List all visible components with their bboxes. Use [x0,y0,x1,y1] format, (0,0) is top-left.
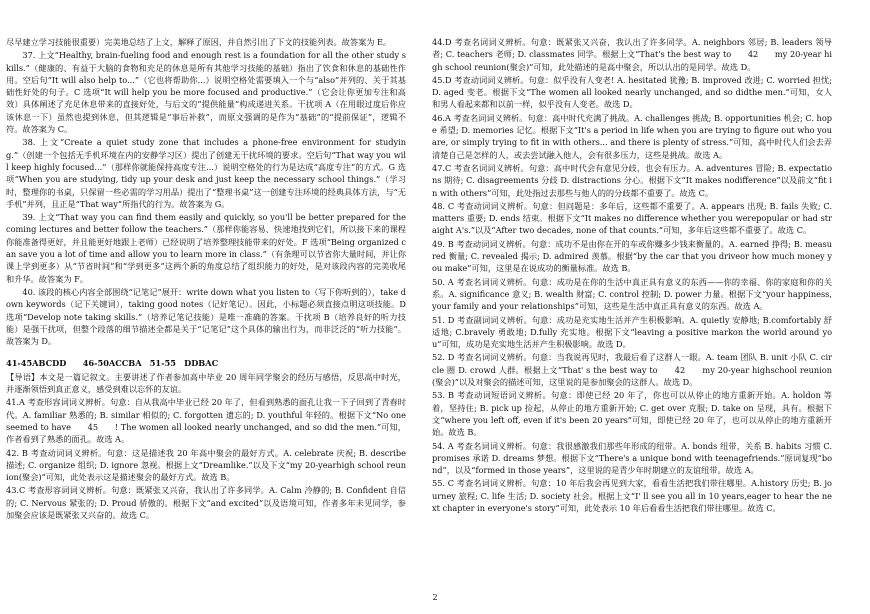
answer-key-line: 41-45ABCDD 46-50ACCBA 51-55 DDBAC [6,358,219,369]
answer-explanation-37: 37. 上文“Healthy, brain-fueling food and enough rest is a foundation for all the other study skills.”（健康的、有益于大脑的食物和充足的休息是所有其他学习技能的基础）指出了饮食和休息的基础性作用。空后句“It will also help to...”（它也将帮助你...）说明空格处需要填入一个与“also”并列的、关于其基础性好处的句子。C 选项“It will help you be more focused and productive.”（它会让你更加专注和高效）具体阐述了充足休息带来的直接好处，与后文的“提供能量”构成递进关系。干扰项 A（在用眼过度后你应该休息一下）虽然也提到休息，但其逻辑是“事后补救”，而原文强调的是作为“基础”的“提前保证”，逻辑不符。故答案为 C。 [6,50,406,135]
answer-explanation-42: 42. B 考查动词词义辨析。句意：这是描述我 20 年高中聚会的最好方式。A. celebrate 庆祝; B. describe 描述; C. organize 组织; D. ignore 忽视。根据上文“Dreamlike.”以及下文“my 20-yearhigh school reunion(聚会)”可知，此处表示这是描述聚会的最好方式。故选 B。 [6,447,406,483]
answer-explanation-40: 40. 该段的核心内容全部围绕“记笔记”展开：write down what you listen to（写下你听到的），take down keywords（记下关键词），taking good notes（记好笔记）。因此，小标题必须直接点明这项技能。D 选项“Develop note taking skills.”（培养记笔记技能）是唯一准确的答案。干扰项 B（培养良好的听力技能）是强干扰项，但整个段落的细节描述全都是关于“记笔记”这个具体的输出行为，而非泛泛的“听力技能”。故答案为 D。 [6,286,406,347]
answer-explanation-38: 38. 上文“Create a quiet study zone that includes a phone-free environment for studying.”（创建一个包括无手机环境在内的安静学习区）提出了创建无干扰环境的要求。空后句“That way you will keep highly focused...”（那样你就能保持高度专注...）说明空格处的行为是达成“高度专注”的方式。G 选项“When you are studying, tidy up your desk and just keep the necessary school things.”（学习时，整理你的书桌，只保留一些必需的学习用品）提出了“整理书桌”这一创建专注环境的经典具体方法，与“无手机”并列，且正是“That way”所指代的行为。故答案为 G。 [6,137,406,209]
answer-explanation-46: 46.A 考查名词词义辨析。句意：高中时代充满了挑战。A. challenges 挑战; B. opportunities 机会; C. hope 希望; D. memories 记忆。根据下文“It's a period in life when you are trying to figure out who you are, or simply trying to fit in with others... and there is plenty of stress.”可知，高中时代人们会去弄清楚自己是怎样的人，或去尝试融入他人，会有很多压力，这些是挑战。故选 A。 [432,112,832,160]
answer-explanation-49: 49. B 考查动词词义辨析。句意：成功不是由你在开的车或你赚多少钱来衡量的。A. earned 挣得; B. measured 衡量; C. revealed 揭示; D. admired 羡慕。根据“by the car that you driveor how much money you make”可知，这里是在说成功的衡量标准。故选 B。 [432,238,832,274]
answer-explanation-55: 55. C 考查名词词义辨析。句意：10 年后我会再见到大家，看看生活把我们带往哪里。A.history 历史; B. journey 旅程; C. life 生活; D. society 社会。根据上文“I' ll see you all in 10 years,eager to hear the next chapter in everyone's story”可知，此处表示 10 年后看看生活把我们带往哪里。故选 C。 [432,478,832,513]
left-column [6,36,406,604]
answer-explanation-54: 54. A 考查名词词义辨析。句意：我很感激我们那些年形成的纽带。A. bonds 纽带，关系 B. habits 习惯 C. promises 承诺 D. dreams 梦想。根据下文“There's a unique bond with teenagefriends.”原词复现“bond”，以及“formed in those years”，这里说的是青少年时期建立的友谊纽带。故选 A。 [432,440,832,476]
answer-explanation-51: 51. D 考查副词词义辨析。句意：成功是充实地生活并产生积极影响。A. quietly 安静地; B.comfortably 舒适地; C.bravely 勇敢地; D.fully 充实地。根据下文“leaving a positive markon the world around you”可知，成功是充实地生活并产生积极影响。故选 D。 [432,314,832,350]
answer-explanation-47: 47.C 考查名词词义辨析。句意：高中时代会有意见分歧，也会有压力。A. adventures 冒险; B. expectations 期待; C. disagreements 分歧 D. distractions 分心。根据下文“It makes nodifference”以及前文“fit in with others”可知，此处指过去那些与他人的的分歧都不重要了。故选 C。 [432,162,832,198]
answer-explanation-48: 48. C 考查动词词义辨析。句意：但问题是：多年后，这些都不重要了。A. appears 出现; B. fails 失败; C. matters 重要; D. ends 结束。根据下文“It makes no difference whether you werepopular or had straight A's.”以及“After two decades, none of that counts.”可知，多年后这些都不重要了。故选 C。 [432,200,832,236]
answer-explanation-44: 44.D 考查名词词义辨析。句意：既紧张又兴奋，我认出了许多同学。A. neighbors 邻居; B. leaders 领导者; C. teachers 老师; D. classmates 同学。根据上文“That's the best way to 42 my 20-year high school reunion(聚会)”可知，此处描述的是高中聚会，所以认出的是同学。故选 D。 [432,37,832,72]
right-column [432,36,832,604]
page-number: 2 [432,593,438,602]
answer-explanation-36-tail: 尽早建立学习技能很重要）完美地总结了上文，解释了原因，并自然引出了下文的技能列表。故答案为 E。 [6,37,392,47]
answer-explanation-39: 39. 上文“That way you can find them easily and quickly, so you'll be better prepared for the coming lectures and better follow the teachers.”（那样你能容易、快速地找到它们，所以接下来的课程你能准备得更好，并且能更好地跟上老师）已经说明了培养整理技能带来的好处。F 选项“Being organized can save you a lot of time and allow you to learn more in class.”（有条理可以节省你大量时间，并让你课上学到更多）从“节省时间”和“学到更多”这两个新的角度总结了组织能力的好处，是对该段内容的完美收尾和升华。故答案为 F。 [6,212,406,284]
answer-explanation-52: 52. D 考查名词词义辨析。句意：当我说再见时，我最后看了这群人一眼。A. team 团队 B. unit 小队 C. circle 圈 D. crowd 人群。根据上文“That' s the best way to 42 my 20-year highschool reunion(聚会)”以及对聚会的描述可知，这里说的是参加聚会的这群人。故选 D。 [432,352,832,388]
answer-explanation-53: 53. B 考查动词短语词义辨析。句意：即使已经 20 年了，你也可以从停止的地方重新开始。A. holdon 等着，坚持住; B. pick up 捡起，从停止的地方重新开始; C. get over 克服; D. take on 呈现，具有。根据下文“where you left off, even if it's been 20 years”可知，即使已经 20 年了，也可以从停止的地方重新开始。故选 B。 [432,390,832,438]
answer-explanation-50: 50. A 考查名词词义辨析。句意：成功是在你的生活中真正具有意义的东西——你的幸福、你的家庭和你的关系。A. significance 意义; B. wealth 财富; C. control 控制; D. power 力量。根据下文“your happiness, your family and your relationships”可知，这些是生活中真正具有意义的东西。故选 A。 [432,276,832,312]
answer-explanation-43: 43.C 考查形容词词义辨析。句意：既紧张又兴奋，我认出了许多同学。A. Calm 冷静的; B. Confident 自信的; C. Nervous 紧张的; D. Proud 骄傲的。根据下文“and excited”以及语境可知，作者多年未见同学，参加聚会应该是既紧张又兴奋的。故选 C。 [6,485,406,520]
passage-intro: 【导语】本文是一篇记叙文。主要讲述了作者参加高中毕业 20 周年同学聚会的经历与感悟，反思高中时光，并逐渐领悟到真正意义，感受到难以忘怀的友谊。 [6,371,406,395]
answer-explanation-41: 41.A 考查形容词词义辨析。句意：自从我高中毕业已经 20 年了，但看到熟悉的面孔让我一下子回到了青春时代。A. familiar 熟悉的; B. similar 相似的; C. forgotten 遗忘的; D. youthful 年轻的。根据下文“No one seemed to have 45 ! The women all looked nearly unchanged, and so did the men.”可知，作者看到了熟悉的面孔。故选 A。 [6,397,406,445]
answer-explanation-45: 45.D 考查动词词义辨析。句意：似乎没有人变老! A. hesitated 犹豫; B. improved 改进; C. worried 担忧; D. aged 变老。根据下文“The women all looked nearly unchanged, and so didthe men.”可知，女人和男人看起来都和以前一样，似乎没有人变老。故选 D。 [432,74,832,110]
